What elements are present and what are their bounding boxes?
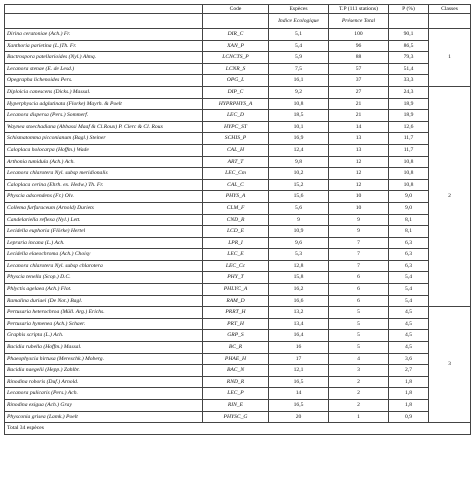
ecological-index: 16,5 — [269, 400, 329, 412]
header-tp: T.P (111 stations) — [329, 5, 389, 14]
percentage: 86,5 — [389, 40, 429, 52]
total-presence: 6 — [329, 284, 389, 296]
ecological-index: 10,1 — [269, 121, 329, 133]
subheader-empty-3 — [389, 14, 429, 29]
table-row — [5, 144, 471, 156]
species-name: Schismatomma picconianum (Bagl.) Steiner — [5, 133, 203, 145]
table-row — [5, 353, 471, 365]
species-code: LEC_P — [203, 388, 269, 400]
species-name: Rinodina roboris (Duf.) Arnold. — [5, 376, 203, 388]
table-row — [5, 52, 471, 64]
species-name: Caloplaca cerina (Ehrh. ex. Hedw.) Th. Fr. — [5, 179, 203, 191]
percentage: 6,3 — [389, 249, 429, 261]
subheader-presence: Présence Total — [329, 14, 389, 29]
species-code: PHY_T — [203, 272, 269, 284]
species-name: Graphis scripta (L.) Ach. — [5, 330, 203, 342]
species-name: Physcia tenella (Scop.) D.C. — [5, 272, 203, 284]
species-name: Diploicia canescens (Dicks.) Massal. — [5, 86, 203, 98]
species-name: Opegrapha lichenoides Pers. — [5, 75, 203, 87]
ecological-index: 15,6 — [269, 191, 329, 203]
table-row — [5, 98, 471, 110]
species-code: PHLYC_A — [203, 284, 269, 296]
table-row — [5, 86, 471, 98]
header-classes: Classes — [429, 5, 471, 14]
percentage: 2,7 — [389, 365, 429, 377]
total-presence: 12 — [329, 168, 389, 180]
ecological-index: 5,3 — [269, 249, 329, 261]
species-code: HYPC_ST — [203, 121, 269, 133]
species-name: Physconia grisea (Lamk.) Poelt — [5, 411, 203, 423]
species-name: Arthonia tumidula (Ach.) Ach. — [5, 156, 203, 168]
percentage: 5,4 — [389, 272, 429, 284]
species-code: RND_R — [203, 376, 269, 388]
species-code: CLM_F — [203, 202, 269, 214]
percentage: 18,9 — [389, 98, 429, 110]
ecological-index: 16,1 — [269, 75, 329, 87]
total-presence: 88 — [329, 52, 389, 64]
species-table-container — [4, 4, 470, 435]
ecological-index: 5,4 — [269, 40, 329, 52]
table-row — [5, 237, 471, 249]
percentage: 11,7 — [389, 133, 429, 145]
ecological-index: 10,8 — [269, 98, 329, 110]
ecological-index: 12,1 — [269, 365, 329, 377]
table-row — [5, 202, 471, 214]
percentage: 1,8 — [389, 400, 429, 412]
percentage: 1,8 — [389, 376, 429, 388]
ecological-index: 9,6 — [269, 237, 329, 249]
table-row — [5, 214, 471, 226]
table-row — [5, 388, 471, 400]
ecological-index: 5,1 — [269, 29, 329, 41]
total-species: Total 34 espèces — [5, 423, 471, 435]
total-presence: 1 — [329, 411, 389, 423]
percentage: 5,4 — [389, 284, 429, 296]
percentage: 10,8 — [389, 179, 429, 191]
species-code: PHYS_A — [203, 191, 269, 203]
percentage: 12,6 — [389, 121, 429, 133]
species-code: SCHIS_P — [203, 133, 269, 145]
total-presence: 100 — [329, 29, 389, 41]
species-code: DIP_C — [203, 86, 269, 98]
species-code: DIR_C — [203, 29, 269, 41]
species-code: LEC_Cc — [203, 260, 269, 272]
species-name: Lecanora chlarotera Nyl. subsp meridionalis — [5, 168, 203, 180]
table-row — [5, 272, 471, 284]
percentage: 6,3 — [389, 260, 429, 272]
species-code: CAL_H — [203, 144, 269, 156]
total-presence: 27 — [329, 86, 389, 98]
species-name: Hyperphyscia adglutinata (Florke) Mayrh. & Poelt — [5, 98, 203, 110]
percentage: 18,9 — [389, 110, 429, 122]
total-presence: 57 — [329, 63, 389, 75]
percentage: 9,0 — [389, 191, 429, 203]
ecological-index: 16,5 — [269, 376, 329, 388]
total-presence: 21 — [329, 110, 389, 122]
class-label: 3 — [429, 307, 471, 423]
table-row — [5, 226, 471, 238]
species-name: Bacidia rubella (Hoffm.) Massal. — [5, 342, 203, 354]
percentage: 33,3 — [389, 75, 429, 87]
species-name: Lepraria incana (L.) Ach. — [5, 237, 203, 249]
total-presence: 2 — [329, 376, 389, 388]
species-name: Pertusaria heterochroa (Müll. Arg.) Erichs. — [5, 307, 203, 319]
species-code: LEC_Cm — [203, 168, 269, 180]
table-row — [5, 342, 471, 354]
ecological-index: 9 — [269, 214, 329, 226]
species-name: Lecidella euphoria (Flörke) Hertel — [5, 226, 203, 238]
table-row — [5, 121, 471, 133]
species-name: Physcia adscendens (Fr.) Olv. — [5, 191, 203, 203]
table-row — [5, 295, 471, 307]
ecological-index: 13,2 — [269, 307, 329, 319]
ecological-index: 16,4 — [269, 330, 329, 342]
total-presence: 7 — [329, 249, 389, 261]
ecological-index: 16,9 — [269, 133, 329, 145]
species-name: Lecidella elaeochroma (Ach.) Choisy — [5, 249, 203, 261]
species-code: LPR_I — [203, 237, 269, 249]
ecological-index: 12,4 — [269, 144, 329, 156]
percentage: 4,5 — [389, 330, 429, 342]
species-name: Phlyctis agelaea (Ach.) Flot. — [5, 284, 203, 296]
ecological-index: 20 — [269, 411, 329, 423]
ecological-index: 15,2 — [269, 179, 329, 191]
species-code: ART_T — [203, 156, 269, 168]
table-row — [5, 191, 471, 203]
percentage: 9,0 — [389, 202, 429, 214]
species-code: PHAE_H — [203, 353, 269, 365]
total-presence: 7 — [329, 260, 389, 272]
ecological-index: 9,2 — [269, 86, 329, 98]
ecological-index: 13,4 — [269, 318, 329, 330]
percentage: 24,3 — [389, 86, 429, 98]
percentage: 10,8 — [389, 156, 429, 168]
species-code: LCNCTS_P — [203, 52, 269, 64]
ecological-index: 7,5 — [269, 63, 329, 75]
footer-row — [5, 423, 471, 435]
percentage: 5,4 — [389, 295, 429, 307]
total-presence: 13 — [329, 144, 389, 156]
percentage: 4,5 — [389, 342, 429, 354]
species-code: PRRT_H — [203, 307, 269, 319]
species-code: CAL_C — [203, 179, 269, 191]
species-name: Lecanora chlarotera Nyl. subsp chlarotera — [5, 260, 203, 272]
ecological-index: 15,8 — [269, 272, 329, 284]
percentage: 51,4 — [389, 63, 429, 75]
percentage: 0,9 — [389, 411, 429, 423]
species-name: Collema furfuraceum (Arnold) Duriets — [5, 202, 203, 214]
total-presence: 2 — [329, 388, 389, 400]
subheader-empty-4 — [429, 14, 471, 29]
table-row — [5, 365, 471, 377]
class-label: 2 — [429, 86, 471, 306]
total-presence: 6 — [329, 272, 389, 284]
species-name: Xanthoria parietina (L.)Th. Fr. — [5, 40, 203, 52]
ecological-index: 16,2 — [269, 284, 329, 296]
total-presence: 4 — [329, 353, 389, 365]
total-presence: 37 — [329, 75, 389, 87]
total-presence: 14 — [329, 121, 389, 133]
table-row — [5, 376, 471, 388]
species-code: GRP_S — [203, 330, 269, 342]
total-presence: 12 — [329, 179, 389, 191]
ecological-index: 16,6 — [269, 295, 329, 307]
header-p: P (%) — [389, 5, 429, 14]
table-row — [5, 156, 471, 168]
species-name: Bactrospora patellarioides (Nyl.) Almq. — [5, 52, 203, 64]
ecological-index: 17 — [269, 353, 329, 365]
header-species — [5, 5, 203, 14]
total-presence: 7 — [329, 237, 389, 249]
total-presence: 96 — [329, 40, 389, 52]
species-name: Rinodina exigua (Ach.) Gray — [5, 400, 203, 412]
table-row — [5, 400, 471, 412]
total-presence: 13 — [329, 133, 389, 145]
species-code: CND_R — [203, 214, 269, 226]
percentage: 4,5 — [389, 318, 429, 330]
subheader-row — [5, 14, 471, 29]
table-row — [5, 63, 471, 75]
subheader-indice: Indice Ecologique — [269, 14, 329, 29]
species-code: PRT_H — [203, 318, 269, 330]
species-name: Waynea stoechadiana (Abbassi Maaf & Cl.Roux) P. Clerc & Cl. Roux — [5, 121, 203, 133]
percentage: 90,1 — [389, 29, 429, 41]
species-code: PHYSC_G — [203, 411, 269, 423]
species-code: OPG_L — [203, 75, 269, 87]
subheader-empty-2 — [203, 14, 269, 29]
species-code: BAC_N — [203, 365, 269, 377]
total-presence: 5 — [329, 342, 389, 354]
percentage: 6,3 — [389, 237, 429, 249]
species-code: LCD_E — [203, 226, 269, 238]
percentage: 10,8 — [389, 168, 429, 180]
table-row — [5, 284, 471, 296]
table-row — [5, 75, 471, 87]
species-name: Lecanora dispersa (Pers.) Sommerf. — [5, 110, 203, 122]
ecological-index: 10,2 — [269, 168, 329, 180]
total-presence: 5 — [329, 330, 389, 342]
species-code: RAM_D — [203, 295, 269, 307]
table-row — [5, 168, 471, 180]
species-name: Candelariella reflexa (Nyl.) Lett. — [5, 214, 203, 226]
total-presence: 2 — [329, 400, 389, 412]
table-row — [5, 110, 471, 122]
percentage: 3,6 — [389, 353, 429, 365]
header-code: Code — [203, 5, 269, 14]
percentage: 79,3 — [389, 52, 429, 64]
total-presence: 10 — [329, 202, 389, 214]
table-row — [5, 260, 471, 272]
header-row — [5, 5, 471, 14]
total-presence: 5 — [329, 307, 389, 319]
total-presence: 3 — [329, 365, 389, 377]
total-presence: 9 — [329, 226, 389, 238]
ecological-index: 5,9 — [269, 52, 329, 64]
species-name: Phaeophyscia hirtusa (Mereschk.) Moberg. — [5, 353, 203, 365]
species-name: Lecanora pulicaris (Pers.) Ach. — [5, 388, 203, 400]
ecological-index: 16 — [269, 342, 329, 354]
table-row — [5, 411, 471, 423]
total-presence: 5 — [329, 318, 389, 330]
total-presence: 9 — [329, 214, 389, 226]
species-table-body — [5, 29, 471, 423]
percentage: 8,1 — [389, 226, 429, 238]
table-row — [5, 307, 471, 319]
ecological-index: 5,6 — [269, 202, 329, 214]
species-name: Bacidia naegelii (Hepp.) Zahlbr. — [5, 365, 203, 377]
table-row — [5, 330, 471, 342]
table-row — [5, 29, 471, 41]
species-name: Caloplaca holocarpa (Hoffm.) Wade — [5, 144, 203, 156]
percentage: 1,8 — [389, 388, 429, 400]
table-row — [5, 40, 471, 52]
species-code: RIN_E — [203, 400, 269, 412]
species-code: LEC_E — [203, 249, 269, 261]
ecological-index: 12,8 — [269, 260, 329, 272]
species-name: Pertusaria hymenea (Ach.) Schaer. — [5, 318, 203, 330]
table-row — [5, 133, 471, 145]
table-row — [5, 179, 471, 191]
total-presence: 10 — [329, 191, 389, 203]
species-name: Dirina ceratoniae (Ach.) Fr. — [5, 29, 203, 41]
species-code: HYPRPHYS_A — [203, 98, 269, 110]
species-code: BC_R — [203, 342, 269, 354]
table-row — [5, 318, 471, 330]
ecological-index: 18,5 — [269, 110, 329, 122]
total-presence: 12 — [329, 156, 389, 168]
class-label: 1 — [429, 29, 471, 87]
total-presence: 21 — [329, 98, 389, 110]
species-code: LCNR_S — [203, 63, 269, 75]
subheader-empty-1 — [5, 14, 203, 29]
ecological-index: 10,9 — [269, 226, 329, 238]
species-code: XAN_P — [203, 40, 269, 52]
percentage: 11,7 — [389, 144, 429, 156]
species-name: Ramalina duriaei (De Not.) Bagl. — [5, 295, 203, 307]
percentage: 8,1 — [389, 214, 429, 226]
species-code: LEC_D — [203, 110, 269, 122]
ecological-index: 9,8 — [269, 156, 329, 168]
species-table — [4, 4, 471, 435]
species-name: Lecanora stenae (E. de Lesd.) — [5, 63, 203, 75]
header-especes: Espèces — [269, 5, 329, 14]
table-row — [5, 249, 471, 261]
percentage: 4,5 — [389, 307, 429, 319]
total-presence: 6 — [329, 295, 389, 307]
ecological-index: 14 — [269, 388, 329, 400]
